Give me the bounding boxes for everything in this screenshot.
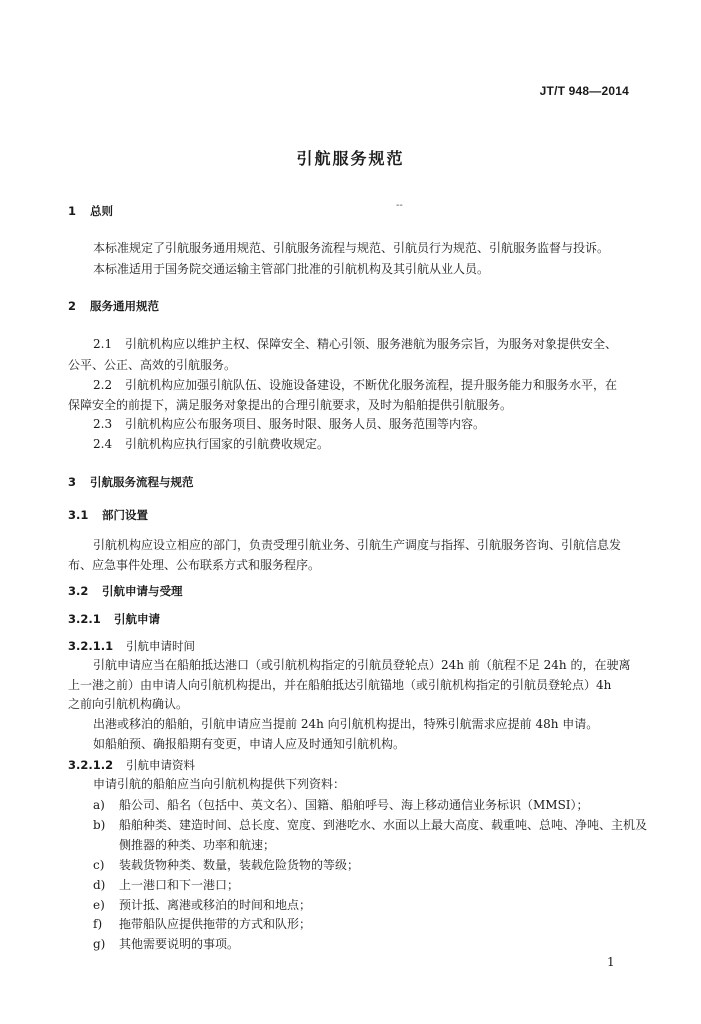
list-item-b-continuation: 侧推器的种类、功率和航速； [119,838,276,852]
clause-2-1-line-2: 公平、公正、高效的引航服务。 [68,358,237,372]
section-3-2-1-1-line-1: 引航申请应当在船舶抵达港口（或引航机构指定的引航员登轮点）24h 前（航程不足 24h 的，在驶离 [93,658,631,672]
section-3-1-heading: 3.1 部门设置 [68,508,148,522]
clause-2-4: 2.4 引航机构应执行国家的引航费收规定。 [93,437,330,451]
list-item-c: c) 装载货物种类、数量，装载危险货物的等级； [93,858,360,872]
page-number: 1 [607,955,615,969]
clause-2-1-line-1: 2.1 引航机构应以维护主权、保障安全、精心引领、服务港航为服务宗旨，为服务对象提供安全、 [93,337,618,351]
section-3-2-1-1-line-5: 如船舶预、确报船期有变更，申请人应及时通知引航机构。 [93,737,406,751]
section-3-2-1-1-line-4: 出港或移泊的船舶，引航申请应当提前 24h 向引航机构提出，特殊引航需求应提前 48h 申请。 [93,717,599,731]
document-title: 引航服务规范 [296,149,405,168]
section-3-1-line-2: 布、应急事件处理、公布联系方式和服务程序。 [68,558,321,572]
section-3-2-1-1-heading: 3.2.1.1 引航申请时间 [68,639,195,653]
section-3-2-1-2-intro: 申请引航的船舶应当向引航机构提供下列资料： [93,777,346,791]
section-3-2-1-1-line-2: 上一港之前）由申请人向引航机构提出，并在船舶抵达引航锚地（或引航机构指定的引航员登轮点）4h [68,678,612,692]
list-item-g: g) 其他需要说明的事项。 [93,937,240,951]
section-2-heading: 2 服务通用规范 [68,299,159,313]
section-3-1-line-1: 引航机构应设立相应的部门，负责受理引航业务、引航生产调度与指挥、引航服务咨询、引航信息发 [93,538,622,552]
list-item-e: e) 预计抵、离港或移泊的时间和地点； [93,898,312,912]
section-3-2-heading: 3.2 引航申请与受理 [68,584,183,598]
standard-number: JT/T 948—2014 [539,84,629,98]
clause-2-2-line-2: 保障安全的前提下，满足服务对象提出的合理引航要求，及时为船舶提供引航服务。 [68,398,513,412]
section-3-2-1-2-heading: 3.2.1.2 引航申请资料 [68,758,195,772]
clause-2-3: 2.3 引航机构应公布服务项目、服务时限、服务人员、服务范围等内容。 [93,417,486,431]
section-1-paragraph-1: 本标准规定了引航服务通用规范、引航服务流程与规范、引航员行为规范、引航服务监督与投诉。 [93,241,610,255]
list-item-a: a) 船公司、船名（包括中、英文名）、国籍、船舶呼号、海上移动通信业务标识（MMSI）； [93,798,589,812]
list-item-f: f) 拖带船队应提供拖带的方式和队形； [93,917,312,931]
section-1-heading: 1 总则 [68,204,113,218]
stray-mark: -- [396,200,403,211]
section-1-paragraph-2: 本标准适用于国务院交通运输主管部门批准的引航机构及其引航从业人员。 [93,262,490,276]
clause-2-2-line-1: 2.2 引航机构应加强引航队伍、设施设备建设，不断优化服务流程，提升服务能力和服务水平，在 [93,378,618,392]
section-3-heading: 3 引航服务流程与规范 [68,475,194,489]
section-3-2-1-heading: 3.2.1 引航申请 [68,612,160,626]
list-item-d: d) 上一港口和下一港口； [93,878,240,892]
section-3-2-1-1-line-3: 之前向引航机构确认。 [68,697,189,711]
list-item-b: b) 船舶种类、建造时间、总长度、宽度、到港吃水、水面以上最大高度、载重吨、总吨、净吨、主机及 [93,818,648,832]
